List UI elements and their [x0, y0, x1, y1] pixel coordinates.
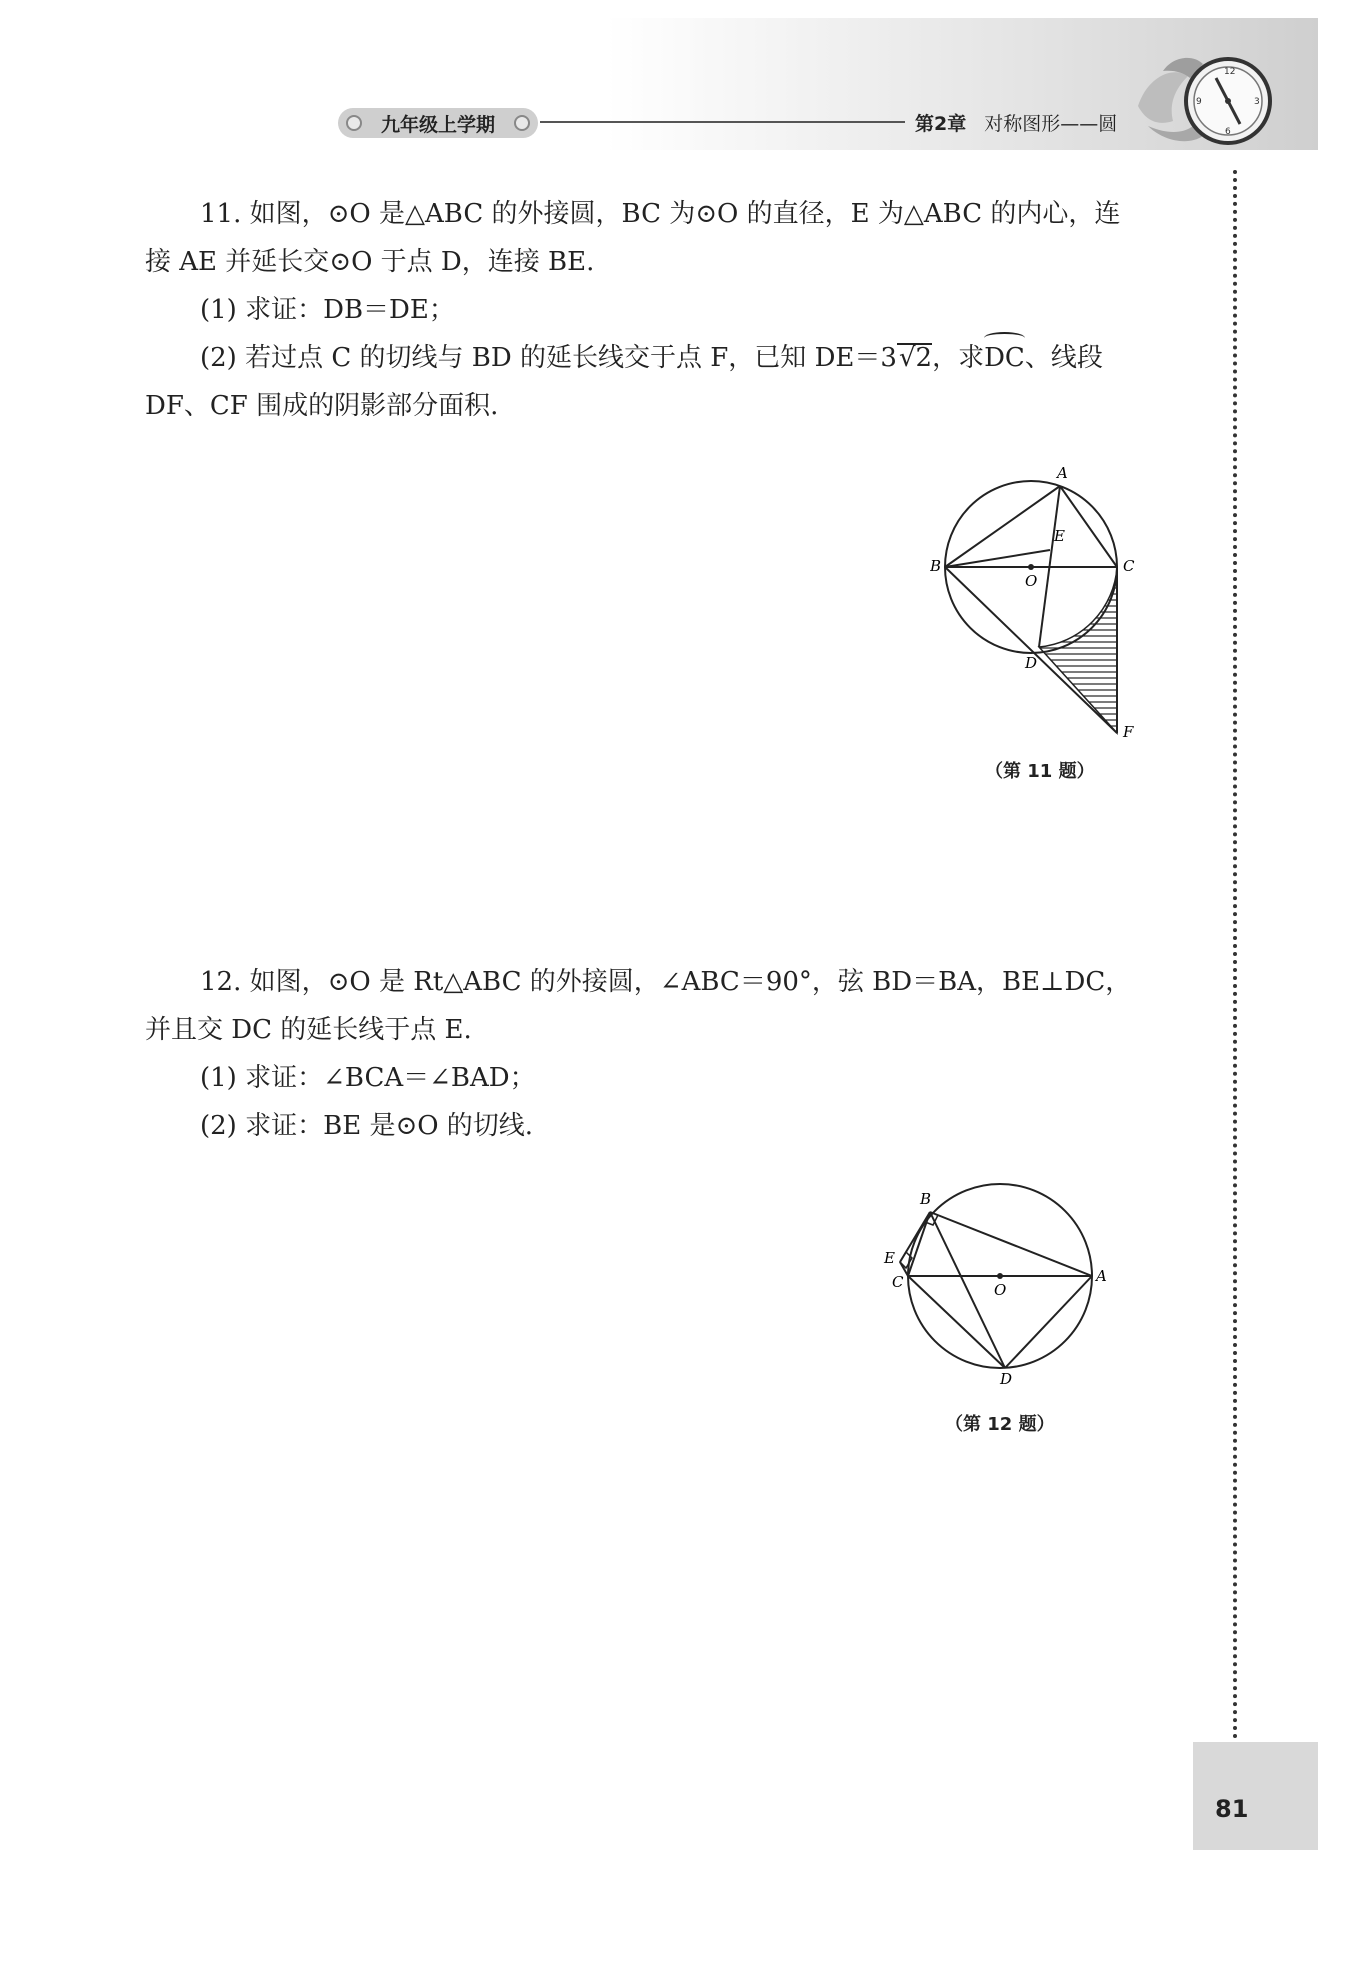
- header-rule: [540, 121, 905, 123]
- problem-11-part2-a: (2) 若过点 C 的切线与 BD 的延长线交于点 F，已知 DE＝3: [200, 343, 897, 373]
- problem-11-part1: (1) 求证：DB＝DE；: [200, 295, 455, 325]
- problem-11-part2-b: ，求: [932, 343, 985, 373]
- label-c: C: [892, 1273, 904, 1291]
- arc-dc: DC: [984, 334, 1025, 382]
- sqrt-value: 2: [915, 343, 933, 373]
- label-b: B: [930, 557, 942, 575]
- svg-text:9: 9: [1196, 97, 1202, 107]
- center-dot: [997, 1273, 1003, 1279]
- problem-12-line1: 12. 如图，⊙O 是 Rt△ABC 的外接圆，∠ABC＝90°，弦 BD＝BA，BE⊥DC，: [200, 967, 1132, 997]
- problem-12-part2: (2) 求证：BE 是⊙O 的切线.: [200, 1111, 534, 1141]
- page-number-tab: [1193, 1742, 1318, 1850]
- header-band: [0, 18, 1318, 150]
- center-dot: [1028, 564, 1034, 570]
- problem-11-part2: [145, 334, 1145, 382]
- problem-11-line4: DF、CF 围成的阴影部分面积.: [145, 391, 499, 421]
- label-d: D: [1000, 1370, 1013, 1388]
- figure-12-caption: （第 12 题）: [945, 1414, 1055, 1435]
- svg-text:12: 12: [1224, 67, 1236, 77]
- problem-12-line2: 并且交 DC 的延长线于点 E.: [145, 1015, 472, 1045]
- problem-11-line1: 11. 如图，⊙O 是△ABC 的外接圆，BC 为⊙O 的直径，E 为△ABC 的内心，连: [200, 199, 1121, 229]
- segment-ba: [930, 1212, 1092, 1276]
- label-f: F: [1123, 723, 1134, 741]
- segment-ac: [1060, 486, 1117, 567]
- segment-cd: [908, 1276, 1005, 1368]
- sqrt-radicand: √2: [898, 343, 933, 373]
- problem-11-line2: 接 AE 并延长交⊙O 于点 D，连接 BE.: [145, 247, 595, 277]
- label-c: C: [1123, 557, 1135, 575]
- problem-12-part1: (1) 求证：∠BCA＝∠BAD；: [200, 1063, 536, 1093]
- problem-12: [145, 958, 1145, 1150]
- compass-runner-logo: [1128, 46, 1278, 156]
- label-o: O: [1025, 572, 1038, 590]
- badge-dot-right: [514, 115, 530, 131]
- figure-11-caption: （第 11 题）: [985, 761, 1095, 782]
- grade-badge: [338, 108, 538, 138]
- label-e: E: [884, 1249, 895, 1267]
- label-o: O: [994, 1281, 1007, 1299]
- label-a: A: [1057, 465, 1068, 482]
- label-a: A: [1096, 1267, 1107, 1285]
- problem-11-part2-c: 、线段: [1024, 343, 1103, 373]
- badge-dot-left: [346, 115, 362, 131]
- margin-dotted-rule: [1233, 170, 1237, 1740]
- label-d: D: [1025, 654, 1038, 672]
- segment-ab: [945, 486, 1060, 567]
- segment-be: [945, 550, 1050, 567]
- svg-text:6: 6: [1225, 127, 1231, 137]
- grade-label: 九年级上学期: [380, 113, 495, 136]
- chapter-name: 对称图形——圆: [984, 113, 1118, 135]
- problem-11: [145, 190, 1145, 430]
- label-e: E: [1054, 527, 1065, 545]
- figure-12: [870, 1178, 1115, 1388]
- figure-11: [930, 465, 1150, 755]
- page-number: 81: [1215, 1795, 1249, 1823]
- svg-text:3: 3: [1254, 97, 1260, 107]
- label-b: B: [920, 1190, 932, 1208]
- chapter-number: 第2章: [915, 113, 967, 135]
- chapter-title: [915, 109, 1117, 136]
